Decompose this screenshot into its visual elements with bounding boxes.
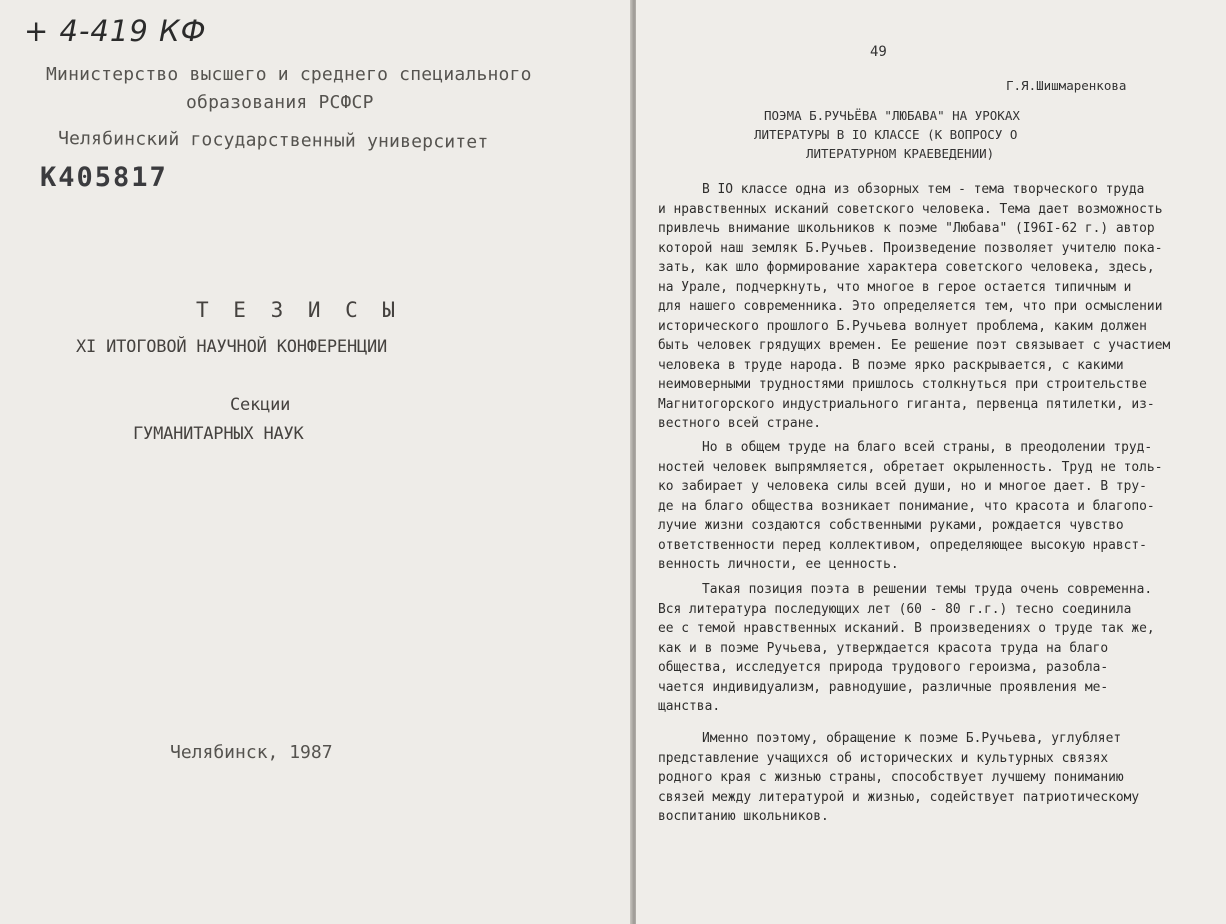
body-line: и нравственных исканий советского человека. Тема дает возможность [658,201,1163,217]
handwritten-mark: + 4-419 КФ [24,14,207,48]
body-line: Именно поэтому, обращение к поэме Б.Ручьева, углубляет [702,731,1122,746]
body-line: ко забирает у человека силы всей души, но и многое дает. В тру- [658,479,1147,494]
page-number: 49 [870,44,887,60]
body-line: де на благо общества возникает понимание, что красота и благопо- [658,498,1155,514]
body-line: привлечь внимание школьников к поэме "Любава" (I96I-62 г.) автор [658,221,1155,236]
body-line: представление учащихся об исторических и культурных связях [658,750,1109,766]
author-name: Г.Я.Шишмаренкова [1006,78,1127,93]
article-page [636,0,1226,924]
inventory-number: К405817 [40,162,168,193]
body-line: зать, как шло формирование характера советского человека, здесь, [658,260,1155,275]
body-line: общества, исследуется природа трудового героизма, разобла- [658,660,1109,675]
conference-title: XI ИТОГОВОЙ НАУЧНОЙ КОНФЕРЕНЦИИ [76,337,388,357]
body-line: как и в поэме Ручьева, утверждается красота труда на благо [658,640,1109,656]
body-line: ее с темой нравственных исканий. В произведениях о труде так же, [658,621,1155,636]
section-name: ГУМАНИТАРНЫХ НАУК [133,424,304,444]
university-stamp: Челябинский государственный университет [57,128,489,153]
body-line: на Урале, подчеркнуть, что многое в герое остается типичным и [658,279,1132,295]
body-line: которой наш земляк Б.Ручьев. Произведение позволяет учителю пока- [658,240,1163,256]
body-line: ответственности перед коллективом, определяющее высокую нравст- [658,537,1147,553]
title-line: ПОЭМА Б.РУЧЬЁВА "ЛЮБАВА" НА УРОКАХ [764,108,1020,123]
body-line: вестного всей стране. [658,416,821,431]
body-line: ностей человек выпрямляется, обретает окрыленность. Труд не толь- [658,459,1163,475]
title-line: ЛИТЕРАТУРЫ В IO КЛАССЕ (К ВОПРОСУ О [754,127,1018,142]
section-label: Секции [230,395,291,415]
body-line: воспитанию школьников. [658,809,829,824]
body-line: исторического прошлого Б.Ручьева волнует проблема, каким должен [658,318,1147,334]
body-line: родного края с жизнью страны, способствует лучшему пониманию [658,770,1124,785]
body-line: связей между литературой и жизнью, содействует патриотическому [658,789,1140,805]
title-line: ЛИТЕРАТУРНОМ КРАЕВЕДЕНИИ) [806,146,995,161]
body-line: чается индивидуализм, равнодушие, различные проявления ме- [658,679,1109,695]
body-line: В IO классе одна из обзорных тем - тема творческого труда [702,182,1145,197]
body-line: быть человек грядущих времен. Ее решение поэт связывает с участием [658,338,1171,353]
body-line: лучие жизни создаются собственными руками, рождается чувство [658,518,1124,533]
body-line: Вся литература последующих лет (60 - 80 г.г.) тесно соединила [658,601,1132,617]
body-line: венность личности, ее ценность. [658,557,899,572]
body-line: Но в общем труде на благо всей страны, в преодолении труд- [702,440,1153,455]
ministry-line-2: образования РСФСР [186,92,374,113]
body-line: Магнитогорского индустриального гиганта, первенца пятилетки, из- [658,396,1155,412]
body-line: Такая позиция поэта в решении темы труда очень современна. [702,582,1153,597]
body-line: неимоверными трудностями пришлось столкнуться при строительстве [658,377,1147,392]
body-line: для нашего современника. Это определяется тем, что при осмыслении [658,299,1163,314]
body-line: человека в труде народа. В поэме ярко раскрывается, с какими [658,357,1124,373]
ministry-line-1: Министерство высшего и среднего специального [46,64,532,85]
body-line: щанства. [658,699,721,714]
city-year: Челябинск, 1987 [170,742,333,763]
theses-title: Т Е З И С Ы [196,298,402,322]
